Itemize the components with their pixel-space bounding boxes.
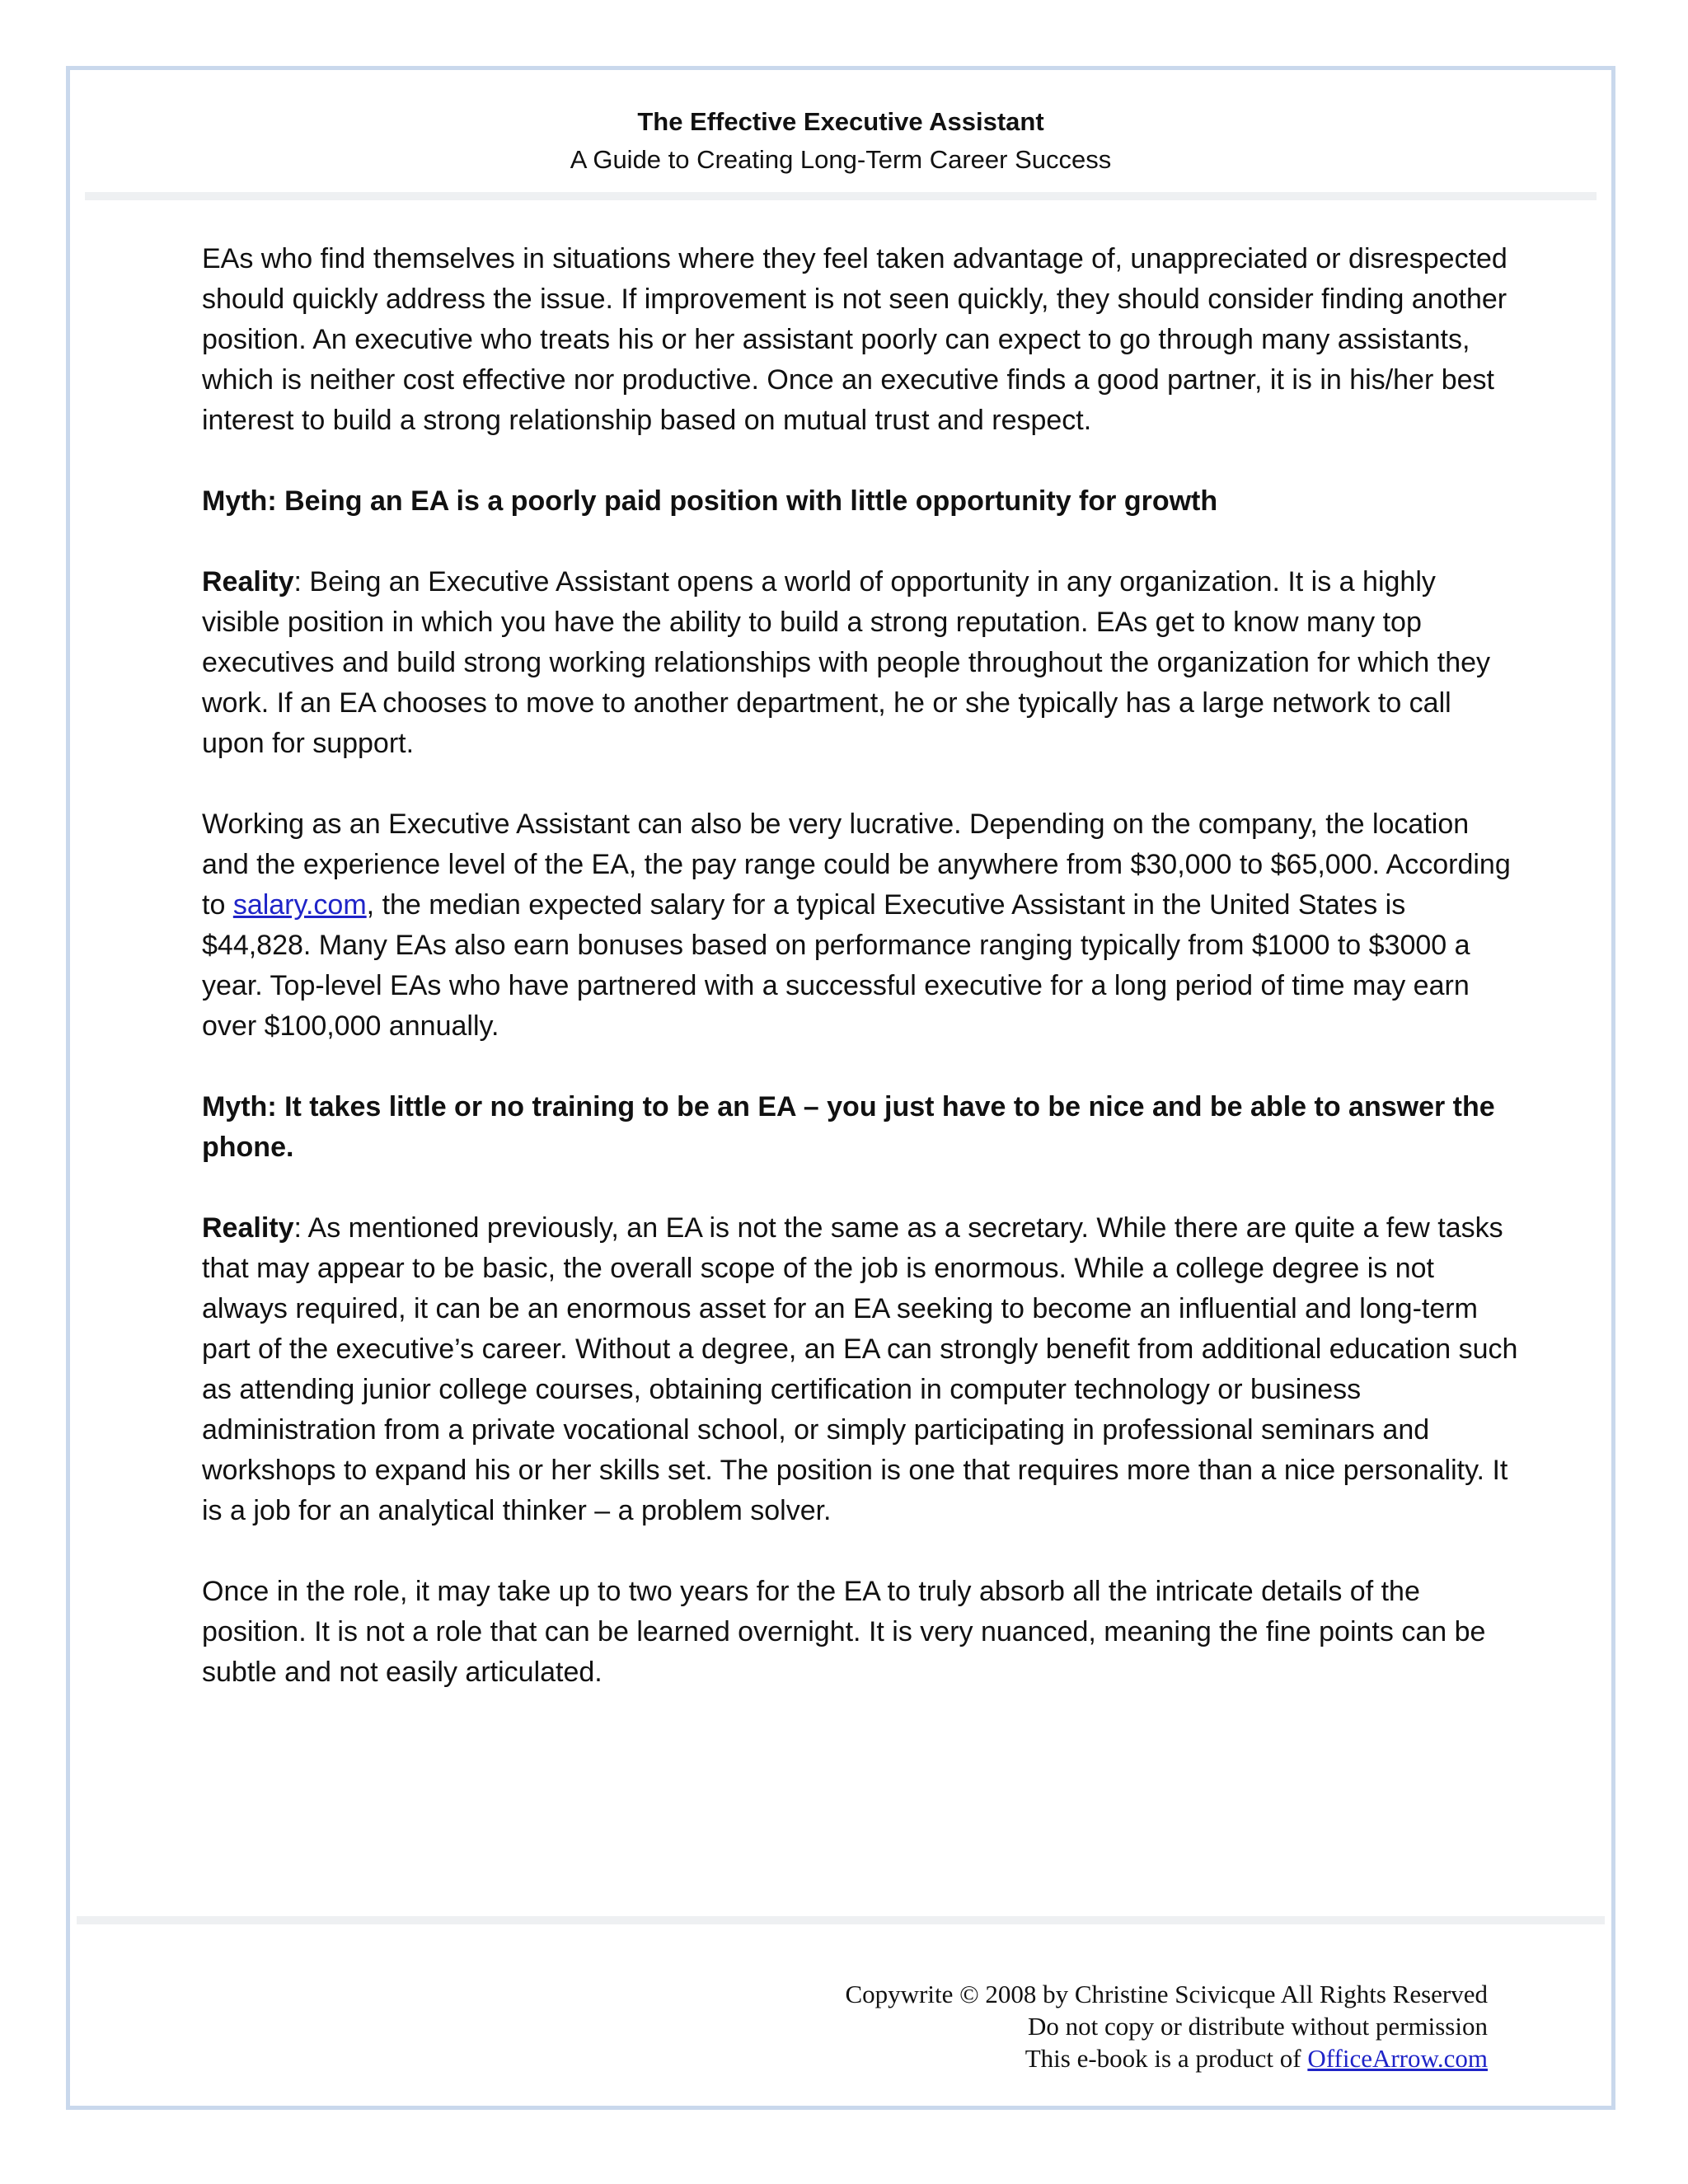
salary-text-after: , the median expected salary for a typical Executive Assistant in the United States is $44,828. Many EAs also earn bonuses based on performance ranging typically from $1000 to $3000 a year. Top-level EAs who have partnered with a successful executive for a long period of time may earn over $100,000 annually. xyxy=(202,889,1470,1042)
reality-paragraph-opportunity xyxy=(202,562,1521,764)
document-subtitle: A Guide to Creating Long-Term Career Success xyxy=(570,145,1112,174)
page-frame xyxy=(66,66,1615,2110)
header-divider xyxy=(85,192,1597,200)
salary-link[interactable]: salary.com xyxy=(232,889,367,921)
myth-heading-pay: Myth: Being an EA is a poorly paid position with little opportunity for growth xyxy=(202,485,1218,517)
reality-label: Reality xyxy=(202,566,294,598)
reality-text: : As mentioned previously, an EA is not the same as a secretary. While there are quite a few tasks that may appear to be basic, the overall scope of the job is enormous. While a college degree is not always required, it can be an enormous asset for an EA seeking to become an influential and long-term part of the executive’s career. Without a degree, an EA can strongly benefit from additional education such as attending junior college courses, obtaining certification in computer technology or business administration from a private vocational school, or simply participating in professional seminars and workshops to expand his or her skills set. The position is one that requires more than a nice personality. It is a job for an analytical thinker – a problem solver. xyxy=(202,1212,1518,1526)
product-line xyxy=(845,2042,1488,2074)
paragraph-learning-curve: Once in the role, it may take up to two years for the EA to truly absorb all the intricate details of the position. It is not a role that can be learned overnight. It is very nuanced, meaning the fine points can be subtle and not easily articulated. xyxy=(202,1576,1486,1688)
reality-text: : Being an Executive Assistant opens a world of opportunity in any organization. It is a highly visible position in which you have the ability to build a strong reputation. EAs get to know many top executives and build strong working relationships with people throughout the organization for which they work. If an EA chooses to move to another department, he or she typically has a large network to call upon for support. xyxy=(202,566,1491,759)
copyright-line: Copywrite © 2008 by Christine Scivicque All Rights Reserved xyxy=(845,1980,1488,2008)
paragraph-ea-situations: EAs who find themselves in situations where they feel taken advantage of, unappreciated or disrespected should quickly address the issue. If improvement is not seen quickly, they should consider finding another position. An executive who treats his or her assistant poorly can expect to go through many assistants, which is neither cost effective nor productive. Once an executive finds a good partner, it is in his/her best interest to build a strong relationship based on mutual trust and respect. xyxy=(202,243,1507,436)
reality-label: Reality xyxy=(202,1212,294,1244)
footer-divider xyxy=(77,1916,1605,1924)
myth-heading-training: Myth: It takes little or no training to be an EA – you just have to be nice and be able to answer the phone. xyxy=(202,1091,1495,1163)
page-header xyxy=(70,103,1611,179)
document-body xyxy=(202,239,1521,1733)
product-line-prefix: This e-book is a product of xyxy=(1025,2044,1308,2073)
officearrow-link[interactable]: OfficeArrow.com xyxy=(1307,2044,1488,2073)
permission-line: Do not copy or distribute without permission xyxy=(1028,2012,1488,2041)
page-footer xyxy=(845,1978,1488,2074)
reality-paragraph-training xyxy=(202,1208,1521,1531)
salary-text-before: Working as an Executive Assistant can also be very lucrative. Depending on the company, the location and the experience level of the EA, the pay range could be anywhere from $30,000 to $65,000. According to xyxy=(202,808,1511,921)
paragraph-salary xyxy=(202,804,1521,1047)
document-title: The Effective Executive Assistant xyxy=(637,107,1044,136)
